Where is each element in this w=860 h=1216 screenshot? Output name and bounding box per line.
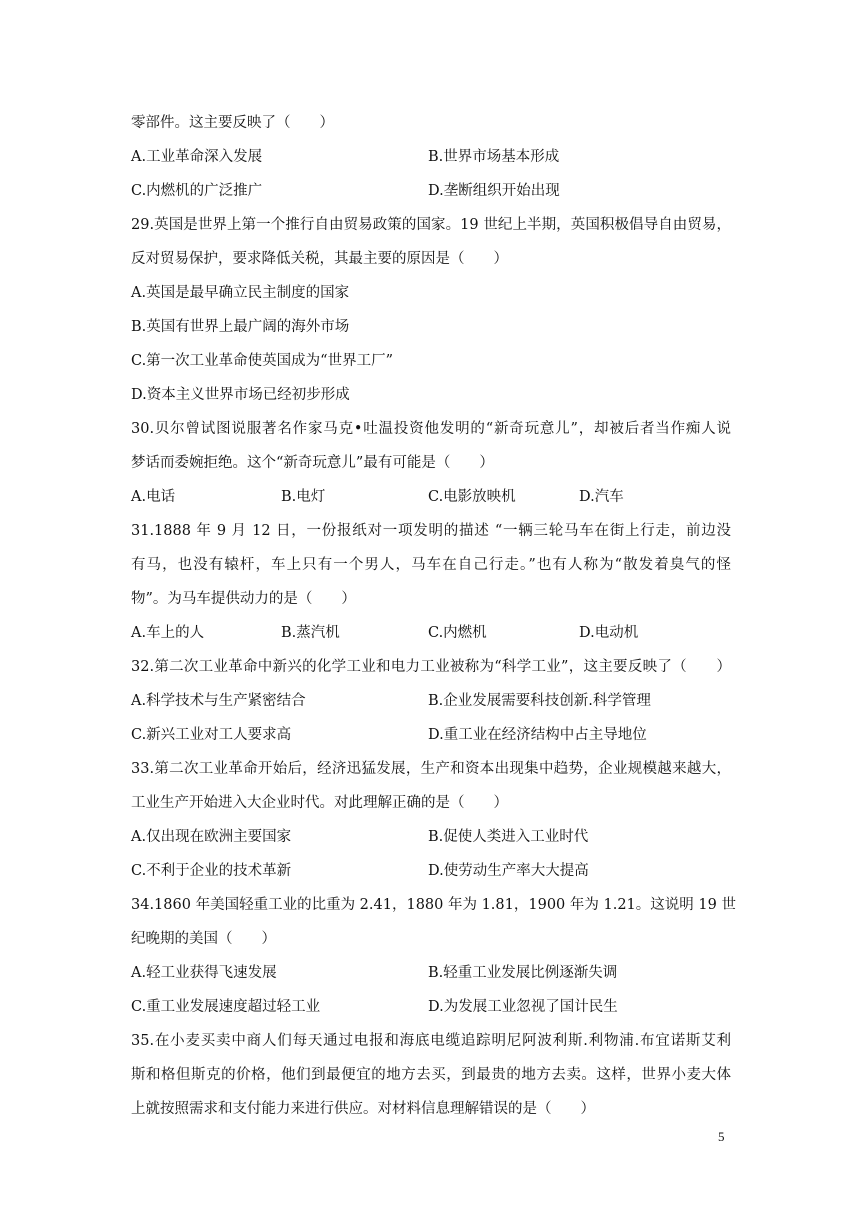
answer-option: C.重工业发展速度超过轻工业 [131, 999, 321, 1015]
options-row [131, 684, 731, 718]
options-row [131, 854, 731, 888]
answer-option: A.科学技术与生产紧密结合 [131, 693, 306, 709]
answer-option: C.内燃机 [428, 625, 487, 641]
text-line: C.第一次工业革命使英国成为“世界工厂” [131, 353, 394, 369]
answer-option: A.仅出现在欧洲主要国家 [131, 829, 292, 845]
text-line: 纪晚期的美国（ ） [131, 931, 276, 947]
answer-option: D.垄断组织开始出现 [428, 183, 560, 199]
answer-option: C.新兴工业对工人要求高 [131, 727, 292, 743]
options-row [131, 480, 731, 514]
options-row [131, 820, 731, 854]
text-line: 梦话而委婉拒绝。这个“新奇玩意儿”最有可能是（ ） [131, 455, 494, 471]
text-line: 有马，也没有辕杆，车上只有一个男人，马车在自己行走。”也有人称为“散发着臭气的怪 [131, 557, 731, 573]
text-line: 33.第二次工业革命开始后，经济迅猛发展，生产和资本出现集中趋势，企业规模越来越大， [131, 761, 731, 777]
answer-option: D.电动机 [579, 625, 639, 641]
text-line: 34.1860 年美国轻重工业的比重为 2.41，1880 年为 1.81，1900 年为 1.21。这说明 19 世 [131, 897, 736, 913]
text-line: D.资本主义世界市场已经初步形成 [131, 387, 350, 403]
options-row [131, 140, 731, 174]
page-number: 5 [718, 1129, 725, 1144]
options-row [131, 990, 731, 1024]
text-line: 31.1888 年 9 月 12 日，一份报纸对一项发明的描述 “一辆三轮马车在街上行走，前边没 [131, 523, 731, 539]
options-row [131, 718, 731, 752]
text-line: 35.在小麦买卖中商人们每天通过电报和海底电缆追踪明尼阿波利斯.利物浦.布宜诺斯艾利 [131, 1033, 731, 1049]
options-row [131, 616, 731, 650]
answer-option: B.促使人类进入工业时代 [428, 829, 589, 845]
answer-option: A.轻工业获得飞速发展 [131, 965, 277, 981]
answer-option: C.内燃机的广泛推广 [131, 183, 263, 199]
text-line: A.英国是最早确立民主制度的国家 [131, 285, 350, 301]
answer-option: C.电影放映机 [428, 489, 516, 505]
answer-option: A.车上的人 [131, 625, 205, 641]
text-line: 工业生产开始进入大企业时代。对此理解正确的是（ ） [131, 795, 508, 811]
answer-option: A.工业革命深入发展 [131, 149, 263, 165]
text-line: 上就按照需求和支付能力来进行供应。对材料信息理解错误的是（ ） [131, 1101, 595, 1117]
answer-option: A.电话 [131, 489, 176, 505]
text-line: 29.英国是世界上第一个推行自由贸易政策的国家。19 世纪上半期，英国积极倡导自由贸易， [131, 217, 731, 233]
text-line: 物”。为马车提供动力的是（ ） [131, 591, 356, 607]
text-line: 斯和格但斯克的价格，他们到最便宜的地方去买，到最贵的地方去卖。这样，世界小麦大体 [131, 1067, 731, 1083]
answer-option: D.重工业在经济结构中占主导地位 [428, 727, 647, 743]
options-row [131, 174, 731, 208]
text-line: 反对贸易保护，要求降低关税，其最主要的原因是（ ） [131, 251, 508, 267]
answer-option: B.蒸汽机 [281, 625, 340, 641]
answer-option: D.使劳动生产率大大提高 [428, 863, 589, 879]
text-line: 32.第二次工业革命中新兴的化学工业和电力工业被称为“科学工业”，这主要反映了（ ） [131, 659, 731, 675]
answer-option: B.企业发展需要科技创新.科学管理 [428, 693, 651, 709]
text-line: 30.贝尔曾试图说服著名作家马克•吐温投资他发明的“新奇玩意儿”，却被后者当作痴人说 [131, 421, 731, 437]
answer-option: D.汽车 [579, 489, 624, 505]
answer-option: C.不利于企业的技术革新 [131, 863, 292, 879]
answer-option: B.世界市场基本形成 [428, 149, 560, 165]
question-content [131, 106, 736, 1126]
text-line: 零部件。这主要反映了（ ） [131, 115, 334, 131]
answer-option: B.轻重工业发展比例逐渐失调 [428, 965, 618, 981]
options-row [131, 956, 731, 990]
text-line: B.英国有世界上最广阔的海外市场 [131, 319, 350, 335]
answer-option: D.为发展工业忽视了国计民生 [428, 999, 618, 1015]
answer-option: B.电灯 [281, 489, 326, 505]
